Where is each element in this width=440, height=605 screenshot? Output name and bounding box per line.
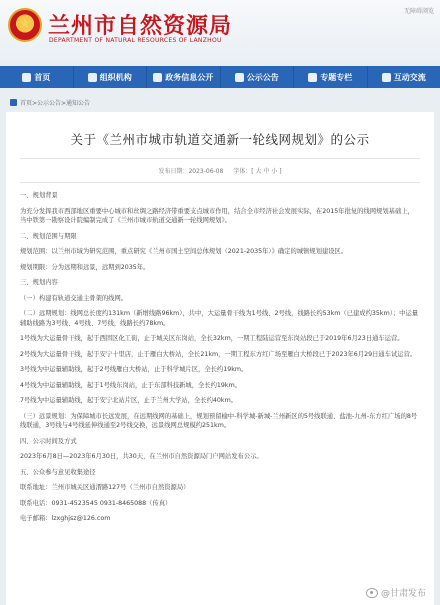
nav-label: 互动交流 bbox=[393, 72, 426, 82]
site-title[interactable]: 兰州市自然资源局 bbox=[48, 14, 233, 39]
nav-item-organization[interactable] bbox=[74, 66, 148, 88]
paragraph: 联系电话：0931-4523545 0931-8465088（传真） bbox=[20, 499, 172, 507]
article-meta bbox=[20, 158, 420, 183]
section-heading: 三、规划内容 bbox=[20, 279, 58, 286]
nav-item-home[interactable] bbox=[0, 66, 74, 88]
paragraph: 3号线为中运量辅助线，起于2号线雁白大桥站，止于科学城片区，全长约19km。 bbox=[20, 366, 248, 373]
article-panel bbox=[6, 112, 434, 605]
nav-label: 公示公告 bbox=[246, 72, 279, 82]
nav-label: 组织机构 bbox=[99, 72, 132, 82]
nav-item-topics[interactable] bbox=[294, 66, 368, 88]
paragraph: 联系地址：兰州市城关区通渭路127号（兰州市自然资源局） bbox=[20, 484, 190, 491]
accessibility-link[interactable]: 无障碍浏览 bbox=[403, 8, 434, 15]
nav-item-interaction[interactable] bbox=[368, 66, 440, 88]
site-header bbox=[0, 0, 440, 62]
emblem-icon bbox=[8, 8, 42, 42]
nav-label: 专题专栏 bbox=[320, 72, 353, 82]
publish-date: 发布日期：2023-06-08 bbox=[158, 168, 224, 175]
nav-item-notices[interactable] bbox=[221, 66, 295, 88]
nav-label: 政务信息公开 bbox=[165, 72, 214, 82]
weibo-icon bbox=[366, 588, 378, 598]
notice-icon bbox=[235, 73, 244, 82]
watermark bbox=[366, 586, 426, 599]
topic-icon bbox=[308, 73, 317, 82]
home-icon bbox=[22, 73, 31, 82]
info-icon bbox=[153, 73, 162, 82]
main-nav bbox=[0, 66, 440, 88]
paragraph: 电子邮箱：lzxghjsz@126.com bbox=[20, 515, 111, 522]
paragraph: 1号线为大运量骨干线，起于西固区化工街，止于城关区东岗站，全长32km，一期工程陆运营至东岗站段已于2019年6月23日通车运营。 bbox=[20, 335, 404, 342]
home-icon bbox=[10, 99, 17, 106]
paragraph: （二）远期规划：线网总长度约131km（新增线路96km），共中，大运量骨干线为1号线、2号线，线路长约53km（已建成约35km）；中运量辅助线路为3号线、4号线、7号线，线路长约78km。 bbox=[20, 310, 419, 327]
section-heading: 五、公众参与意见收集途径 bbox=[20, 468, 96, 476]
paragraph: 2023年6月8日—2023年6月30日，共30天，在兰州市自然资源局门户网站发布公示。 bbox=[20, 453, 263, 460]
chat-icon bbox=[382, 73, 391, 82]
org-icon bbox=[88, 73, 97, 82]
article-body bbox=[20, 191, 420, 524]
paragraph: 4号线为中运量辅助线，起于1号线东岗站，止于东部科技新城，全长约19km。 bbox=[20, 381, 242, 389]
breadcrumb-text[interactable]: 首页>公示公告>通知公告 bbox=[20, 100, 91, 107]
paragraph: 为充分发挥我市西部地区重要中心城市和丝绸之路经济带重要支点城市作用，结合全市经济社会发展实际，在2015年批复的线网规划基础上，当中铁第一勘察设计院编制完成了《兰州市城市轨道交通新一轮线网规划》。 bbox=[20, 207, 414, 224]
paragraph: 2号线为大运量骨干线，起于安宁十里店，止于雁白大桥站，全长21km，一期工程东方红广场至雁白大桥段已于2023年6月29日通车试运营。 bbox=[20, 350, 417, 358]
section-heading: 一、规划背景 bbox=[20, 192, 58, 199]
paragraph: （三）远景规划：为保障城市长远发展，在远期线网的基础上，规划预留榆中-科学城-新城-兰州新区的5号线联通、盐池-九州-东方红广场的8号线联通，3号线与4号线延伸线通至2号线交换，远景线网总规模约251km。 bbox=[20, 412, 418, 429]
section-heading: 二、规划范围与期限 bbox=[20, 232, 77, 240]
paragraph: 7号线为中运量辅助线，起于安宁北站片区，止于兰州大学站，全长约40km。 bbox=[20, 397, 238, 404]
article-title: 关于《兰州市城市轨道交通新一轮线网规划》的公示 bbox=[70, 132, 370, 147]
breadcrumb bbox=[10, 98, 90, 107]
nav-label: 首页 bbox=[34, 72, 51, 82]
nav-item-info-disclosure[interactable] bbox=[147, 66, 221, 88]
paragraph: 规划范围：以兰州市域为研究范围，重点研究《兰州市国土空间总体规划（2021-2035年）》确定的城镇规划建设区。 bbox=[20, 248, 348, 255]
site-subtitle: DEPARTMENT OF NATURAL RESOURCES OF LANZHOU bbox=[49, 37, 222, 44]
section-heading: 四、公示时间及方式 bbox=[20, 437, 77, 445]
watermark-text: @甘肃发布 bbox=[380, 589, 426, 599]
font-size-control[interactable]: 字体：[ 大 中 小 ] bbox=[233, 168, 282, 175]
paragraph: 规划期限：分为远期和远景，远期到2035年。 bbox=[20, 263, 150, 271]
paragraph: （一）构建有轨道交通主骨架的线网。 bbox=[20, 294, 128, 302]
